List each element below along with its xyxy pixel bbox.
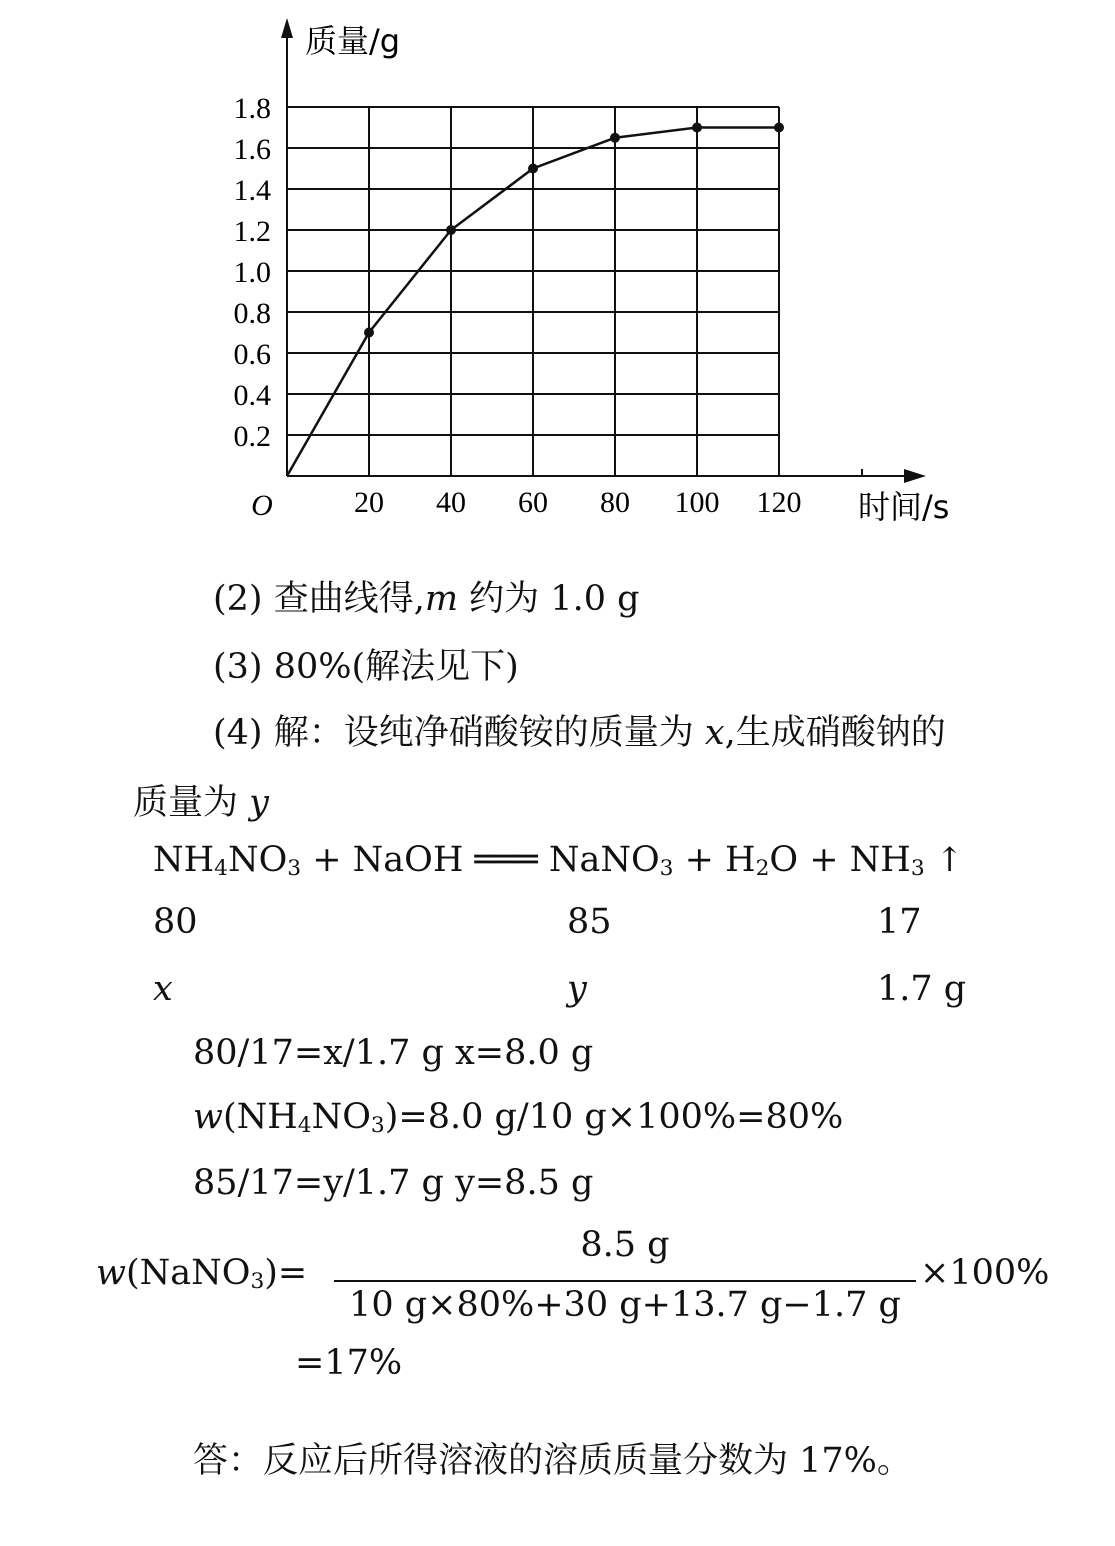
fraction-multiplier: ×100% <box>920 1253 1050 1293</box>
y-tick-label: 0.6 <box>233 338 271 371</box>
answer-part-4-intro-cont: 质量为 y <box>133 783 269 823</box>
y-tick-label: 0.2 <box>233 420 271 453</box>
molar-mass-85: 85 <box>567 902 612 942</box>
calc-x: 80/17=x/1.7 g x=8.0 g <box>193 1033 594 1073</box>
ammonia-mass: 1.7 g <box>877 969 967 1009</box>
x-tick-label: 100 <box>674 486 720 519</box>
result: =17% <box>295 1343 403 1383</box>
molar-mass-17: 17 <box>877 902 922 942</box>
data-point <box>364 328 374 338</box>
data-point <box>692 123 702 133</box>
chemical-equation: $NH_4NO_3$ + NaOH ═══ NaNO$_3$ + $H_2O + NH_3$ ↑ <box>153 840 964 881</box>
y-tick-label: 0.8 <box>233 297 271 330</box>
chart-labels <box>234 22 950 526</box>
x-tick-label: 120 <box>756 486 802 519</box>
answer-part-2: (2) 查曲线得,m 约为 1.0 g <box>213 579 640 619</box>
y-tick-label: 1.6 <box>233 133 271 166</box>
variable-y: y <box>567 969 587 1009</box>
chart-grid <box>287 107 779 476</box>
chart-axes <box>281 18 926 483</box>
data-point <box>446 225 456 235</box>
calc-w-nh4no3: $w(NH_4NO_3)=8.0$ g/10 g×100%=80% <box>193 1097 844 1138</box>
gas-arrow-icon: ↑ <box>935 840 964 879</box>
data-point <box>774 123 784 133</box>
y-tick-label: 1.2 <box>233 215 271 248</box>
fraction-denominator: 10 g×80%+30 g+13.7 g−1.7 g <box>349 1285 901 1325</box>
calc-y: 85/17=y/1.7 g y=8.5 g <box>193 1163 594 1203</box>
fraction-bar <box>334 1280 916 1282</box>
y-tick-label: 0.4 <box>233 379 271 412</box>
y-tick-label: 1.4 <box>233 174 271 207</box>
fraction-numerator: 8.5 g <box>580 1225 670 1265</box>
answer-part-3: (3) 80%(解法见下) <box>213 647 519 687</box>
molar-mass-80: 80 <box>153 902 198 942</box>
y-tick-label: 1.8 <box>233 92 271 125</box>
final-answer: 答：反应后所得溶液的溶质质量分数为 17%。 <box>193 1441 912 1481</box>
x-tick-label: 60 <box>518 486 548 519</box>
data-point <box>610 133 620 143</box>
x-axis-label: 时间/s <box>858 488 950 526</box>
variable-x: x <box>153 969 173 1009</box>
data-point <box>528 164 538 174</box>
x-axis-arrow-icon <box>904 469 926 483</box>
y-axis-arrow-icon <box>281 18 293 38</box>
x-tick-label: 80 <box>600 486 630 519</box>
y-tick-label: 1.0 <box>233 256 271 289</box>
fraction <box>334 1225 916 1338</box>
chart-series <box>287 123 784 477</box>
x-tick-label: 20 <box>354 486 384 519</box>
w-nano3-label: w(NaNO$_3$)= <box>96 1253 308 1294</box>
mass-time-chart <box>0 0 1115 560</box>
answer-part-4-intro: (4) 解：设纯净硝酸铵的质量为 x,生成硝酸钠的 <box>213 713 946 753</box>
x-tick-label: 40 <box>436 486 466 519</box>
origin-label: O <box>251 489 273 522</box>
y-axis-label: 质量/g <box>305 22 401 60</box>
